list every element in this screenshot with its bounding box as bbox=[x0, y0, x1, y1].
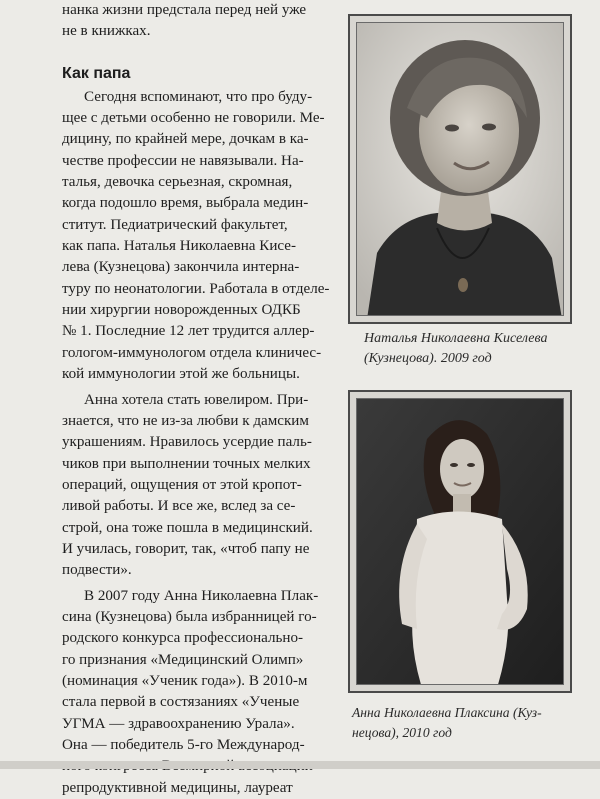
text-line: туру по неонатологии. Работала в отделе- bbox=[62, 280, 330, 297]
intro-line: не в книжках. bbox=[62, 23, 151, 40]
text-line: Сегодня вспоминают, что про буду- bbox=[84, 88, 313, 105]
paragraph-2 bbox=[62, 390, 335, 582]
text-line: Анна хотела стать ювелиром. При- bbox=[84, 391, 309, 408]
page-bottom-edge bbox=[0, 761, 600, 769]
article-column bbox=[62, 0, 335, 799]
photo-natalia-caption bbox=[364, 329, 594, 369]
text-line: ститут. Педиатрический факультет, bbox=[62, 216, 288, 233]
text-line: ливой работы. И все же, вслед за се- bbox=[62, 498, 296, 515]
text-line: чиков при выполнении точных мелких bbox=[62, 455, 311, 472]
portrait-anna-illustration bbox=[357, 399, 564, 685]
text-line: гологом-иммунологом отдела клиничес- bbox=[62, 344, 322, 361]
text-line: строй, она тоже пошла в медицинский. bbox=[62, 519, 313, 536]
text-line: (номинация «Ученик года»). В 2010-м bbox=[62, 672, 308, 689]
text-line: репродуктивной медицины, лауреат bbox=[62, 779, 293, 796]
text-line: стала первой в состязаниях «Ученые bbox=[62, 694, 300, 711]
text-line: кой иммунологии этой же больницы. bbox=[62, 366, 300, 383]
text-line: честве профессии не навязывали. На- bbox=[62, 152, 304, 169]
text-line: дицину, по крайней мере, дочкам в ка- bbox=[62, 131, 309, 148]
text-line: сина (Кузнецова) была избранницей го- bbox=[62, 608, 317, 625]
text-line: когда подошло время, выбрала медин- bbox=[62, 195, 309, 212]
text-line: подвести». bbox=[62, 562, 132, 579]
text-line: нии хирургии новорожденных ОДКБ bbox=[62, 302, 301, 319]
caption-line: нецова), 2010 год bbox=[352, 725, 452, 740]
text-line: го признания «Медицинский Олимп» bbox=[62, 651, 304, 668]
text-line: И училась, говорит, так, «чтоб папу не bbox=[62, 540, 310, 557]
photo-anna-caption bbox=[352, 703, 597, 743]
portrait-natalia-illustration bbox=[357, 23, 564, 316]
photo-anna bbox=[348, 390, 572, 693]
paragraph-1 bbox=[62, 87, 335, 386]
text-line: В 2007 году Анна Николаевна Плак- bbox=[84, 587, 319, 604]
caption-line: (Кузнецова). 2009 год bbox=[364, 351, 492, 366]
text-line: УГМА — здравоохранению Урала». bbox=[62, 715, 295, 732]
photo-anna-image bbox=[356, 398, 564, 685]
intro-line: нанка жизни предстала перед ней уже bbox=[62, 2, 307, 18]
text-line: операций, ощущения от этой кропот- bbox=[62, 476, 302, 493]
caption-line: Наталья Николаевна Киселева bbox=[364, 331, 548, 346]
text-line: талья, девочка серьезная, скромная, bbox=[62, 174, 293, 191]
photo-natalia-image bbox=[356, 22, 564, 316]
text-line: лева (Кузнецова) закончила интерна- bbox=[62, 259, 300, 276]
text-line: щее с детьми особенно не говорили. Ме- bbox=[62, 110, 325, 127]
text-line: знается, что не из-за любви к дамским bbox=[62, 412, 309, 429]
caption-line: Анна Николаевна Плаксина (Куз- bbox=[352, 705, 542, 720]
text-line: Она — победитель 5-го Международ- bbox=[62, 737, 305, 753]
photo-natalia bbox=[348, 14, 572, 324]
text-line: № 1. Последние 12 лет трудится аллер- bbox=[62, 323, 315, 340]
text-line: родского конкурса профессионально- bbox=[62, 630, 304, 647]
text-line: как папа. Наталья Николаевна Кисе- bbox=[62, 238, 297, 255]
text-line: украшениям. Нравилось усердие паль- bbox=[62, 434, 312, 451]
section-heading: Как папа bbox=[62, 64, 131, 82]
